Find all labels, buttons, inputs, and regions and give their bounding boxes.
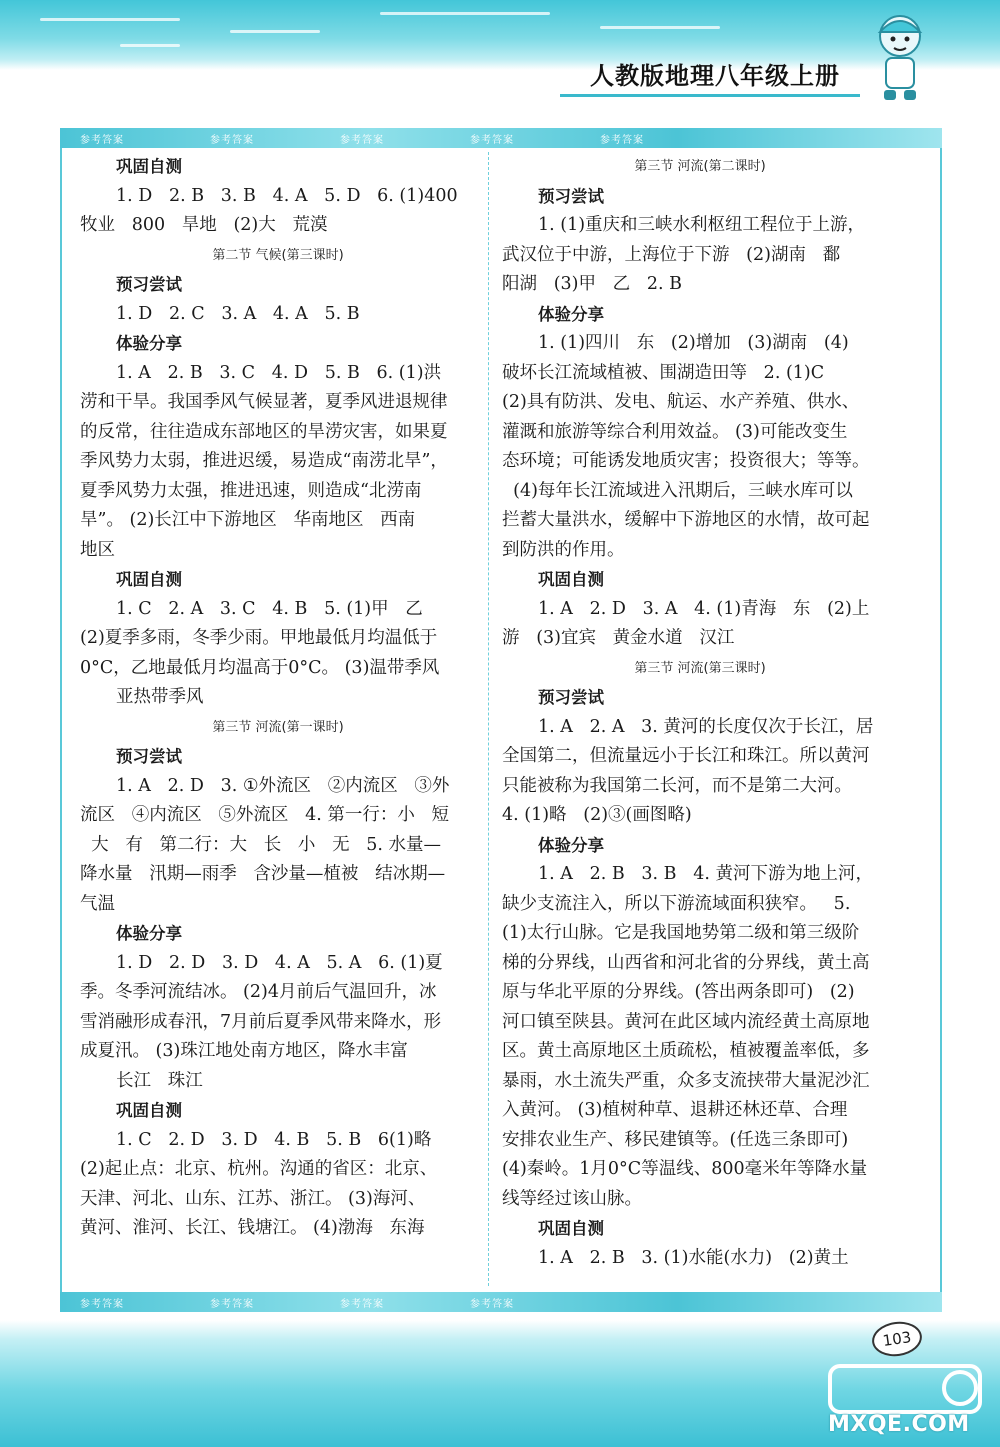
answer-line: 季。冬季河流结冰。 (2)4月前后气温回升，冰 (80, 982, 437, 1002)
header-rule (560, 94, 860, 97)
page-number: 103 (870, 1319, 924, 1360)
answer-line: 安排农业生产、移民建镇等。(任选三条即可) (502, 1129, 849, 1150)
subsection-heading: 体验分享 (116, 924, 182, 943)
strip-tag: 参考答案 (210, 135, 254, 146)
answer-line: 夏季风势力太强，推进迅速，则造成“北涝南 (80, 480, 422, 501)
answer-line: 暴雨，水土流失严重，众多支流挟带大量泥沙汇 (502, 1070, 870, 1091)
answer-line: 的反常，往往造成东部地区的旱涝灾害，如果夏 (80, 421, 448, 442)
mascot-illustration (860, 6, 940, 106)
answer-line: 河口镇至陕县。黄河在此区域内流经黄土高原地 (502, 1011, 870, 1032)
subsection-heading: 巩固自测 (538, 570, 604, 589)
subsection-heading: 巩固自测 (116, 157, 182, 176)
subsection-heading: 巩固自测 (116, 1101, 182, 1120)
answer-line: (2)夏季多雨，冬季少雨。甲地最低月均温低于 (80, 628, 438, 648)
answer-line: (2)起止点：北京、杭州。沟通的省区：北京、 (80, 1159, 438, 1179)
answer-line: 态环境；可能诱发地质灾害；投资很大；等等。 (502, 451, 870, 471)
section-title: 第三节 河流(第二课时) (634, 159, 766, 174)
answer-line: 长江 珠江 (116, 1070, 203, 1091)
strip-tag: 参考答案 (340, 1299, 384, 1310)
answer-line: 旱”。 (2)长江中下游地区 华南地区 西南 (80, 510, 416, 530)
watermark-text: MXQE.COM (828, 1412, 970, 1437)
subsection-heading: 体验分享 (116, 334, 182, 353)
answer-line: 1. D 2. B 3. B 4. A 5. D 6. (1)400 (116, 185, 458, 206)
answer-line: 1. (1)重庆和三峡水利枢纽工程位于上游， (538, 215, 866, 235)
answer-line: 1. (1)四川 东 (2)增加 (3)湖南 (4) (538, 333, 849, 353)
strip-tag: 参考答案 (340, 135, 384, 146)
answer-line: 气温 (80, 893, 115, 914)
subsection-heading: 预习尝试 (538, 688, 604, 707)
right-column (502, 152, 898, 1273)
answer-line: 入黄河。 (3)植树种草、退耕还林还草、合理 (502, 1100, 848, 1120)
answer-line: 缺少支流注入，所以下游流域面积狭窄。 5. (502, 893, 851, 914)
strip-tag: 参考答案 (80, 135, 124, 146)
strip-tag: 参考答案 (470, 1299, 514, 1310)
section-title: 第三节 河流(第三课时) (634, 660, 766, 676)
answer-line: 雪消融形成春汛，7月前后夏季风带来降水，形 (80, 1011, 442, 1032)
answer-line: 流区 ④内流区 ⑤外流区 4. 第一行：小 短 (80, 805, 450, 825)
subsection-heading: 体验分享 (538, 835, 604, 855)
answer-line: 区。黄土高原地区土质疏松，植被覆盖率低，多 (502, 1041, 870, 1061)
subsection-heading: 体验分享 (538, 304, 604, 324)
answer-line: 1. D 2. C 3. A 4. A 5. B (116, 303, 360, 324)
answer-line: 1. C 2. D 3. D 4. B 5. B 6(1)略 (116, 1129, 432, 1150)
answer-line: 1. D 2. D 3. D 4. A 5. A 6. (1)夏 (116, 952, 443, 973)
subsection-heading: 预习尝试 (116, 747, 182, 766)
bottom-answer-strip (60, 1292, 942, 1312)
answer-line: 梯的分界线，山西省和河北省的分界线，黄土高 (502, 952, 870, 973)
book-title: 人教版地理八年级上册 (590, 61, 840, 90)
section-title: 第三节 河流(第一课时) (212, 719, 344, 735)
answer-line: (4)秦岭。1月0°C等温线、800毫米年等降水量 (502, 1159, 868, 1179)
answer-line: 全国第二，但流量远小于长江和珠江。所以黄河 (502, 746, 870, 766)
answer-line: 1. A 2. B 3. B 4. 黄河下游为地上河， (538, 864, 873, 884)
answer-line: 拦蓄大量洪水，缓解中下游地区的水情，故可起 (502, 510, 870, 530)
top-answer-strip (60, 128, 942, 148)
answer-line: (2)具有防洪、发电、航运、水产养殖、供水、 (502, 392, 860, 412)
answer-line: 灌溉和旅游等综合利用效益。 (3)可能改变生 (502, 421, 848, 442)
subsection-heading: 预习尝试 (116, 275, 182, 294)
answer-line: 1. A 2. B 3. (1)水能(水力) (2)黄土 (538, 1247, 849, 1268)
answer-line: 黄河、淮河、长江、钱塘江。 (4)渤海 东海 (80, 1218, 425, 1238)
answer-line: 季风势力太弱，推进迟缓，易造成“南涝北旱”， (80, 451, 448, 471)
answer-line: 牧业 800 旱地 (2)大 荒漠 (80, 215, 328, 235)
column-divider (488, 152, 489, 1286)
answer-line: 1. A 2. B 3. C 4. D 5. B 6. (1)洪 (116, 362, 442, 383)
answer-line: 阳湖 (3)甲 乙 2. B (502, 274, 682, 294)
answer-line: 武汉位于中游，上海位于下游 (2)湖南 鄱 (502, 244, 841, 265)
answer-line: 大 有 第二行：大 长 小 无 5. 水量— (80, 834, 442, 855)
answer-line: 天津、河北、山东、江苏、浙江。 (3)海河、 (80, 1188, 426, 1209)
answer-line: 0°C，乙地最低月均温高于0°C。 (3)温带季风 (80, 657, 440, 678)
answer-line: 降水量 汛期—雨季 含沙量—植被 结冰期— (80, 864, 446, 884)
answer-line: 成夏汛。 (3)珠江地处南方地区，降水丰富 (80, 1041, 408, 1061)
subsection-heading: 巩固自测 (116, 570, 182, 589)
answer-line: 只能被称为我国第二长河，而不是第二大河。 (502, 775, 852, 796)
section-title: 第二节 气候(第三课时) (212, 247, 344, 263)
answer-line: 破坏长江流域植被、围湖造田等 2. (1)C (502, 362, 825, 383)
answer-line: 亚热带季风 (116, 687, 204, 707)
answer-line: 1. A 2. A 3. 黄河的长度仅次于长江，居 (538, 716, 874, 737)
answer-line: 涝和干旱。我国季风气候显著，夏季风进退规律 (80, 392, 448, 412)
answer-line: 游 (3)宜宾 黄金水道 汉江 (502, 628, 735, 648)
answer-line: 1. A 2. D 3. ①外流区 ②内流区 ③外 (116, 775, 450, 796)
answer-line: 原与华北平原的分界线。(答出两条即可) (2) (502, 982, 855, 1002)
strip-tag: 参考答案 (210, 1299, 254, 1310)
answer-line: 地区 (80, 539, 115, 560)
left-column (80, 152, 476, 1244)
answer-line: (1)太行山脉。它是我国地势第二级和第三级阶 (502, 923, 860, 943)
strip-tag: 参考答案 (470, 135, 514, 146)
subsection-heading: 预习尝试 (538, 186, 604, 206)
header-decoration-band (0, 0, 1000, 70)
answer-line: (4)每年长江流域进入汛期后，三峡水库可以 (502, 480, 853, 501)
strip-tag: 参考答案 (600, 135, 644, 146)
subsection-heading: 巩固自测 (538, 1219, 604, 1238)
answer-line: 1. A 2. D 3. A 4. (1)青海 东 (2)上 (538, 598, 870, 619)
answer-line: 4. (1)略 (2)③(画图略) (502, 805, 692, 825)
answer-line: 线等经过该山脉。 (502, 1188, 642, 1209)
strip-tag: 参考答案 (80, 1299, 124, 1310)
answer-line: 到防洪的作用。 (502, 539, 625, 560)
answer-line: 1. C 2. A 3. C 4. B 5. (1)甲 乙 (116, 598, 423, 619)
